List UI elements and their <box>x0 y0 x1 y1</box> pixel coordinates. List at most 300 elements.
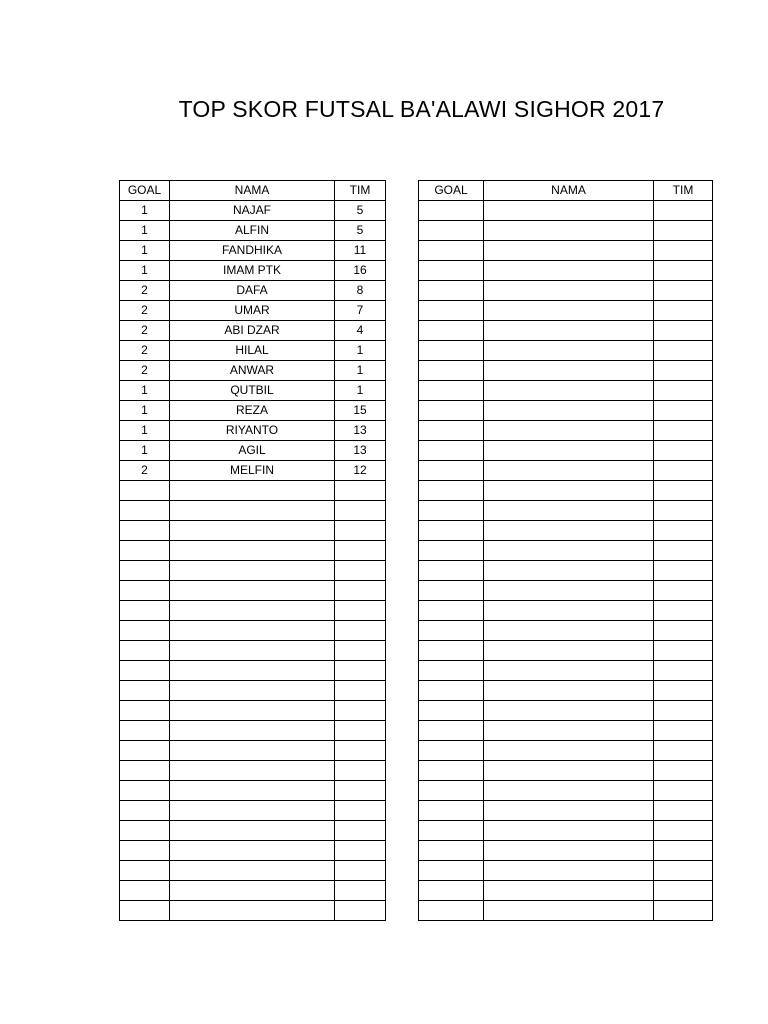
table-row <box>419 861 713 881</box>
cell-goal: 2 <box>120 341 170 361</box>
cell-tim <box>654 241 713 261</box>
table-row <box>419 661 713 681</box>
cell-goal <box>120 761 170 781</box>
table-row <box>419 401 713 421</box>
cell-nama <box>484 501 654 521</box>
cell-tim <box>654 641 713 661</box>
cell-goal <box>419 461 484 481</box>
table-row <box>120 381 386 401</box>
cell-tim <box>654 661 713 681</box>
cell-goal <box>419 841 484 861</box>
cell-nama <box>484 561 654 581</box>
table-header-row <box>419 181 713 201</box>
table-row <box>419 441 713 461</box>
cell-nama <box>484 781 654 801</box>
cell-goal <box>120 541 170 561</box>
cell-tim <box>335 801 386 821</box>
cell-goal <box>120 861 170 881</box>
cell-goal <box>419 481 484 501</box>
cell-nama <box>170 901 335 921</box>
cell-nama <box>484 521 654 541</box>
cell-nama: HILAL <box>170 341 335 361</box>
table-row <box>120 721 386 741</box>
cell-tim: 13 <box>335 441 386 461</box>
cell-goal <box>120 821 170 841</box>
cell-nama <box>484 621 654 641</box>
cell-nama <box>484 401 654 421</box>
cell-nama <box>484 881 654 901</box>
table-row <box>120 401 386 421</box>
table-row <box>120 421 386 441</box>
table-row <box>120 821 386 841</box>
cell-goal <box>419 261 484 281</box>
table-row <box>120 881 386 901</box>
cell-nama: FANDHIKA <box>170 241 335 261</box>
table-row <box>419 281 713 301</box>
page-title: TOP SKOR FUTSAL BA'ALAWI SIGHOR 2017 <box>178 96 665 122</box>
table-row <box>120 501 386 521</box>
cell-goal: 2 <box>120 361 170 381</box>
cell-nama <box>170 881 335 901</box>
table-row <box>419 841 713 861</box>
cell-tim <box>654 481 713 501</box>
cell-nama <box>484 241 654 261</box>
cell-tim <box>654 561 713 581</box>
column-header-goal: GOAL <box>419 181 484 201</box>
cell-goal <box>419 281 484 301</box>
cell-goal <box>419 301 484 321</box>
cell-goal <box>120 561 170 581</box>
table-row <box>120 741 386 761</box>
cell-nama <box>484 861 654 881</box>
cell-nama: QUTBIL <box>170 381 335 401</box>
cell-nama: ABI DZAR <box>170 321 335 341</box>
cell-tim: 1 <box>335 341 386 361</box>
cell-goal <box>120 721 170 741</box>
cell-goal <box>120 621 170 641</box>
table-row <box>419 341 713 361</box>
cell-tim <box>335 501 386 521</box>
table-row <box>120 261 386 281</box>
cell-goal <box>120 901 170 921</box>
cell-nama <box>484 221 654 241</box>
cell-goal <box>120 741 170 761</box>
cell-nama <box>170 481 335 501</box>
cell-tim <box>654 801 713 821</box>
cell-tim: 5 <box>335 221 386 241</box>
cell-tim <box>654 721 713 741</box>
table-row <box>419 781 713 801</box>
cell-goal: 1 <box>120 421 170 441</box>
cell-nama <box>170 581 335 601</box>
cell-tim <box>654 601 713 621</box>
cell-tim <box>654 581 713 601</box>
cell-goal <box>120 481 170 501</box>
cell-goal <box>419 661 484 681</box>
cell-nama: IMAM PTK <box>170 261 335 281</box>
cell-nama <box>484 301 654 321</box>
table-row <box>419 641 713 661</box>
cell-nama <box>170 561 335 581</box>
table-row <box>419 381 713 401</box>
cell-goal <box>120 781 170 801</box>
table-row <box>120 621 386 641</box>
table-row <box>120 241 386 261</box>
table-row <box>120 361 386 381</box>
cell-tim <box>335 481 386 501</box>
cell-nama <box>170 621 335 641</box>
left-table-body <box>120 201 386 921</box>
table-row <box>120 861 386 881</box>
cell-nama <box>484 641 654 661</box>
cell-goal <box>419 361 484 381</box>
cell-nama <box>170 741 335 761</box>
cell-goal <box>120 841 170 861</box>
table-row <box>419 581 713 601</box>
table-row <box>419 761 713 781</box>
cell-goal <box>419 901 484 921</box>
cell-nama <box>484 761 654 781</box>
cell-tim <box>654 541 713 561</box>
cell-goal <box>419 561 484 581</box>
table-row <box>120 321 386 341</box>
cell-nama <box>484 481 654 501</box>
cell-tim: 8 <box>335 281 386 301</box>
cell-nama <box>170 501 335 521</box>
table-row <box>419 521 713 541</box>
cell-nama <box>170 601 335 621</box>
left-score-table <box>119 180 386 921</box>
cell-tim <box>654 521 713 541</box>
cell-goal: 2 <box>120 321 170 341</box>
table-row <box>419 321 713 341</box>
cell-tim <box>654 861 713 881</box>
cell-nama: MELFIN <box>170 461 335 481</box>
cell-goal: 2 <box>120 301 170 321</box>
cell-tim: 1 <box>335 381 386 401</box>
table-row <box>419 241 713 261</box>
table-row <box>120 601 386 621</box>
cell-nama <box>484 681 654 701</box>
cell-tim <box>654 501 713 521</box>
cell-goal <box>419 741 484 761</box>
cell-nama <box>484 261 654 281</box>
cell-tim <box>335 601 386 621</box>
cell-nama: REZA <box>170 401 335 421</box>
cell-goal <box>419 761 484 781</box>
cell-tim: 4 <box>335 321 386 341</box>
cell-goal: 1 <box>120 401 170 421</box>
cell-tim <box>654 341 713 361</box>
table-row <box>120 841 386 861</box>
right-score-table <box>418 180 713 921</box>
cell-tim: 16 <box>335 261 386 281</box>
cell-tim <box>654 361 713 381</box>
cell-tim <box>335 641 386 661</box>
cell-tim: 1 <box>335 361 386 381</box>
cell-goal <box>120 601 170 621</box>
cell-tim <box>654 461 713 481</box>
cell-goal <box>419 321 484 341</box>
cell-nama <box>484 461 654 481</box>
cell-nama: ANWAR <box>170 361 335 381</box>
table-row <box>120 641 386 661</box>
table-row <box>419 261 713 281</box>
cell-nama <box>170 521 335 541</box>
cell-goal <box>419 721 484 741</box>
table-row <box>419 501 713 521</box>
cell-nama <box>484 421 654 441</box>
table-row <box>419 561 713 581</box>
cell-tim <box>335 901 386 921</box>
cell-tim <box>654 441 713 461</box>
cell-nama: AGIL <box>170 441 335 461</box>
cell-goal <box>120 641 170 661</box>
cell-tim <box>335 821 386 841</box>
cell-tim <box>654 221 713 241</box>
table-row <box>419 221 713 241</box>
cell-goal: 2 <box>120 281 170 301</box>
table-row <box>120 541 386 561</box>
cell-goal <box>120 801 170 821</box>
table-row <box>120 581 386 601</box>
cell-nama <box>484 601 654 621</box>
cell-goal <box>419 201 484 221</box>
cell-tim <box>654 201 713 221</box>
cell-nama <box>484 821 654 841</box>
table-row <box>419 901 713 921</box>
cell-tim <box>654 781 713 801</box>
cell-goal: 1 <box>120 201 170 221</box>
cell-nama <box>484 801 654 821</box>
table-row <box>120 761 386 781</box>
table-row <box>419 481 713 501</box>
cell-nama <box>484 361 654 381</box>
cell-nama <box>484 841 654 861</box>
cell-goal <box>419 681 484 701</box>
cell-tim <box>654 741 713 761</box>
table-row <box>120 681 386 701</box>
cell-tim <box>335 761 386 781</box>
cell-nama <box>170 781 335 801</box>
cell-tim: 11 <box>335 241 386 261</box>
cell-tim <box>335 621 386 641</box>
cell-tim <box>654 621 713 641</box>
cell-tim <box>654 381 713 401</box>
table-row <box>419 621 713 641</box>
table-row <box>120 461 386 481</box>
cell-nama <box>170 701 335 721</box>
cell-goal <box>120 521 170 541</box>
cell-nama <box>170 721 335 741</box>
cell-goal: 1 <box>120 241 170 261</box>
cell-tim: 13 <box>335 421 386 441</box>
cell-nama: DAFA <box>170 281 335 301</box>
table-row <box>419 721 713 741</box>
table-row <box>120 901 386 921</box>
table-row <box>120 221 386 241</box>
table-row <box>419 361 713 381</box>
cell-goal <box>419 501 484 521</box>
cell-nama <box>170 861 335 881</box>
cell-nama <box>484 661 654 681</box>
table-row <box>120 301 386 321</box>
table-row <box>120 661 386 681</box>
cell-nama <box>484 721 654 741</box>
cell-goal <box>419 341 484 361</box>
table-row <box>120 701 386 721</box>
cell-tim <box>654 881 713 901</box>
column-header-nama: NAMA <box>170 181 335 201</box>
cell-nama <box>484 381 654 401</box>
cell-goal <box>419 821 484 841</box>
cell-tim <box>654 841 713 861</box>
table-row <box>120 481 386 501</box>
cell-goal <box>419 881 484 901</box>
table-row <box>120 521 386 541</box>
cell-nama <box>484 581 654 601</box>
cell-nama <box>170 821 335 841</box>
cell-goal <box>419 521 484 541</box>
cell-nama <box>170 681 335 701</box>
cell-goal <box>419 701 484 721</box>
cell-tim <box>654 901 713 921</box>
cell-nama <box>484 441 654 461</box>
table-row <box>120 561 386 581</box>
cell-tim <box>335 521 386 541</box>
cell-goal <box>120 501 170 521</box>
cell-tim: 15 <box>335 401 386 421</box>
column-header-goal: GOAL <box>120 181 170 201</box>
cell-nama <box>484 541 654 561</box>
cell-tim <box>335 541 386 561</box>
cell-goal: 1 <box>120 381 170 401</box>
cell-goal <box>419 581 484 601</box>
cell-nama <box>484 901 654 921</box>
cell-goal <box>419 421 484 441</box>
cell-tim <box>335 781 386 801</box>
table-row <box>120 281 386 301</box>
table-row <box>419 601 713 621</box>
table-row <box>120 781 386 801</box>
cell-tim <box>654 321 713 341</box>
cell-goal <box>120 881 170 901</box>
cell-goal <box>419 241 484 261</box>
cell-tim <box>335 861 386 881</box>
right-table-body <box>419 201 713 921</box>
table-row <box>419 741 713 761</box>
cell-goal <box>419 601 484 621</box>
cell-goal <box>419 641 484 661</box>
cell-goal: 1 <box>120 441 170 461</box>
cell-tim <box>654 761 713 781</box>
cell-tim <box>335 881 386 901</box>
cell-goal: 2 <box>120 461 170 481</box>
cell-goal <box>419 541 484 561</box>
table-row <box>120 441 386 461</box>
cell-goal <box>419 381 484 401</box>
cell-goal: 1 <box>120 261 170 281</box>
cell-nama <box>484 281 654 301</box>
cell-tim <box>335 841 386 861</box>
cell-tim <box>654 401 713 421</box>
cell-tim <box>335 561 386 581</box>
cell-goal <box>120 581 170 601</box>
cell-nama <box>170 761 335 781</box>
cell-goal <box>419 401 484 421</box>
cell-nama: ALFIN <box>170 221 335 241</box>
cell-nama <box>170 661 335 681</box>
cell-goal <box>419 441 484 461</box>
cell-tim <box>654 261 713 281</box>
cell-nama <box>484 741 654 761</box>
cell-tim <box>335 741 386 761</box>
cell-goal <box>120 701 170 721</box>
table-row <box>419 541 713 561</box>
cell-nama <box>170 641 335 661</box>
cell-nama: NAJAF <box>170 201 335 221</box>
cell-tim <box>654 301 713 321</box>
cell-goal <box>419 621 484 641</box>
table-row <box>419 681 713 701</box>
table-row <box>419 881 713 901</box>
cell-nama <box>484 341 654 361</box>
table-row <box>419 461 713 481</box>
cell-nama <box>170 841 335 861</box>
cell-tim <box>335 661 386 681</box>
table-row <box>419 421 713 441</box>
table-row <box>120 341 386 361</box>
table-header-row <box>120 181 386 201</box>
cell-goal <box>419 801 484 821</box>
column-header-nama: NAMA <box>484 181 654 201</box>
cell-nama <box>170 801 335 821</box>
cell-nama <box>484 201 654 221</box>
cell-tim: 5 <box>335 201 386 221</box>
table-row <box>120 201 386 221</box>
cell-nama <box>484 321 654 341</box>
cell-nama <box>170 541 335 561</box>
cell-nama <box>484 701 654 721</box>
table-row <box>419 701 713 721</box>
cell-goal <box>419 781 484 801</box>
cell-tim <box>654 821 713 841</box>
cell-goal <box>120 661 170 681</box>
table-row <box>419 301 713 321</box>
column-header-tim: TIM <box>654 181 713 201</box>
cell-tim <box>654 681 713 701</box>
cell-goal <box>419 861 484 881</box>
table-row <box>120 801 386 821</box>
cell-nama: UMAR <box>170 301 335 321</box>
table-row <box>419 821 713 841</box>
cell-tim <box>654 421 713 441</box>
cell-goal <box>120 681 170 701</box>
cell-tim <box>335 581 386 601</box>
table-row <box>419 801 713 821</box>
cell-tim <box>335 681 386 701</box>
cell-goal: 1 <box>120 221 170 241</box>
cell-tim: 7 <box>335 301 386 321</box>
cell-tim <box>654 281 713 301</box>
cell-nama: RIYANTO <box>170 421 335 441</box>
column-header-tim: TIM <box>335 181 386 201</box>
cell-tim <box>654 701 713 721</box>
cell-tim <box>335 701 386 721</box>
cell-tim <box>335 721 386 741</box>
table-row <box>419 201 713 221</box>
cell-tim: 12 <box>335 461 386 481</box>
